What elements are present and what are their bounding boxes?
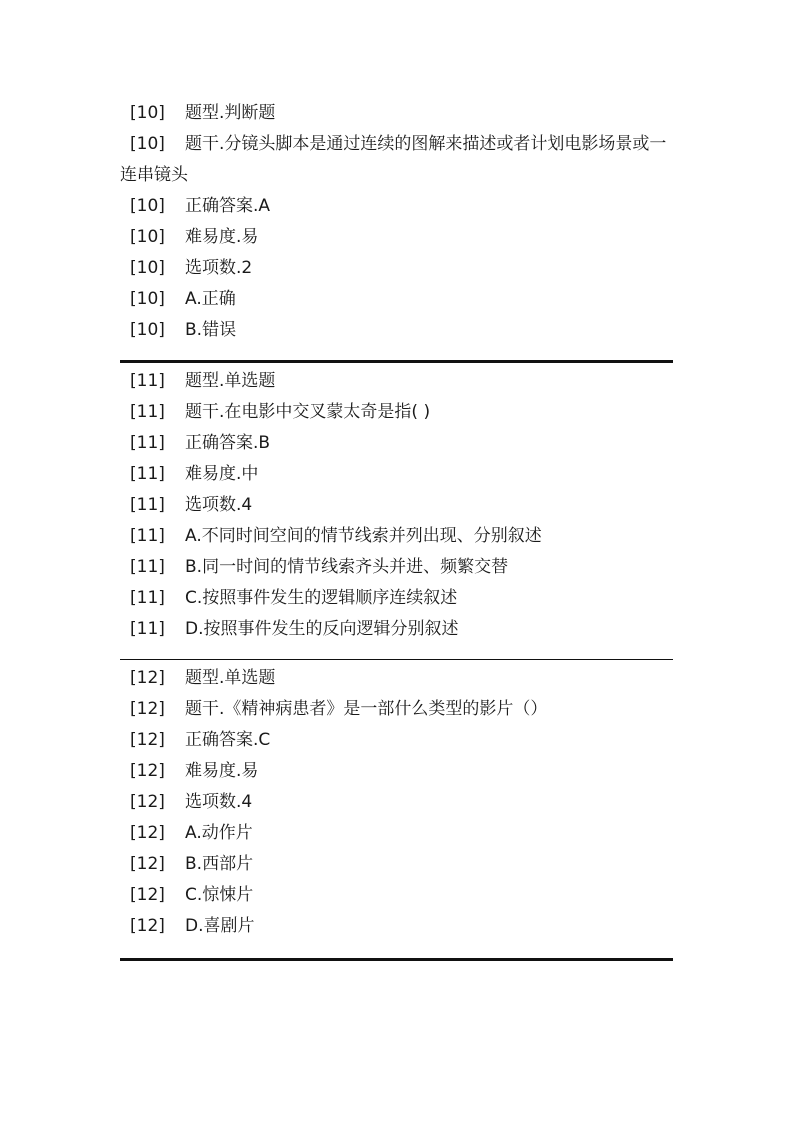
- option-line: [120, 911, 680, 942]
- question-stem: 题干.《精神病患者》是一部什么类型的影片（）: [185, 699, 548, 719]
- question-stem-line: [120, 397, 680, 428]
- option-b: B.西部片: [185, 854, 254, 874]
- correct-answer: 正确答案.A: [185, 196, 271, 216]
- question-number: [10]: [130, 289, 165, 309]
- question-number: [12]: [130, 730, 165, 750]
- difficulty: 难易度.中: [185, 464, 259, 484]
- option-d: D.喜剧片: [185, 916, 255, 936]
- option-c: C.按照事件发生的逻辑顺序连续叙述: [185, 588, 458, 608]
- option-d: D.按照事件发生的反向逻辑分别叙述: [185, 619, 459, 639]
- option-line: [120, 880, 680, 911]
- question-number: [12]: [130, 885, 165, 905]
- option-line: [120, 521, 680, 552]
- question-stem-line: [120, 129, 680, 191]
- question-option-count-line: [120, 787, 680, 818]
- question-option-count-line: [120, 490, 680, 521]
- question-answer-line: [120, 725, 680, 756]
- question-number: [11]: [130, 619, 165, 639]
- question-number: [11]: [130, 557, 165, 577]
- question-number: [12]: [130, 854, 165, 874]
- correct-answer: 正确答案.C: [185, 730, 271, 750]
- option-count: 选项数.4: [185, 495, 253, 515]
- option-b: B.同一时间的情节线索齐头并进、频繁交替: [185, 557, 509, 577]
- question-type-line: [120, 98, 680, 129]
- question-number: [12]: [130, 668, 165, 688]
- section-divider: [120, 360, 673, 363]
- question-number: [11]: [130, 526, 165, 546]
- option-c: C.惊悚片: [185, 885, 254, 905]
- question-number: [10]: [130, 320, 165, 340]
- question-number: [11]: [130, 464, 165, 484]
- option-a: A.不同时间空间的情节线索并列出现、分别叙述: [185, 526, 542, 546]
- question-difficulty-line: [120, 756, 680, 787]
- question-12: [120, 663, 680, 942]
- correct-answer: 正确答案.B: [185, 433, 271, 453]
- difficulty: 难易度.易: [185, 761, 259, 781]
- question-number: [11]: [130, 402, 165, 422]
- question-10: [120, 98, 680, 346]
- question-number: [12]: [130, 823, 165, 843]
- question-difficulty-line: [120, 459, 680, 490]
- question-number: [12]: [130, 916, 165, 936]
- option-line: [120, 552, 680, 583]
- question-number: [10]: [130, 103, 165, 123]
- option-a: A.动作片: [185, 823, 253, 843]
- option-count: 选项数.2: [185, 258, 253, 278]
- option-line: [120, 849, 680, 880]
- question-option-count-line: [120, 253, 680, 284]
- question-number: [11]: [130, 433, 165, 453]
- question-stem: 题干.在电影中交叉蒙太奇是指( ): [185, 402, 431, 422]
- question-11: [120, 366, 680, 645]
- question-number: [10]: [130, 227, 165, 247]
- question-stem-line: [120, 694, 680, 725]
- exam-document: [120, 98, 680, 961]
- question-number: [10]: [130, 196, 165, 216]
- option-line: [120, 614, 680, 645]
- difficulty: 难易度.易: [185, 227, 259, 247]
- option-line: [120, 583, 680, 614]
- question-number: [11]: [130, 495, 165, 515]
- question-type: 题型.判断题: [185, 103, 276, 123]
- section-divider: [120, 659, 673, 660]
- option-count: 选项数.4: [185, 792, 253, 812]
- question-type: 题型.单选题: [185, 668, 276, 688]
- question-answer-line: [120, 191, 680, 222]
- option-line: [120, 818, 680, 849]
- question-type: 题型.单选题: [185, 371, 276, 391]
- question-stem: 题干.分镜头脚本是通过连续的图解来描述或者计划电影场景或一连串镜头: [120, 134, 667, 185]
- question-number: [11]: [130, 588, 165, 608]
- question-answer-line: [120, 428, 680, 459]
- question-number: [10]: [130, 134, 165, 154]
- section-divider: [120, 958, 673, 961]
- question-number: [12]: [130, 761, 165, 781]
- option-a: A.正确: [185, 289, 236, 309]
- question-type-line: [120, 366, 680, 397]
- question-type-line: [120, 663, 680, 694]
- question-difficulty-line: [120, 222, 680, 253]
- question-number: [12]: [130, 699, 165, 719]
- option-line: [120, 284, 680, 315]
- question-number: [10]: [130, 258, 165, 278]
- question-number: [12]: [130, 792, 165, 812]
- option-b: B.错误: [185, 320, 237, 340]
- question-number: [11]: [130, 371, 165, 391]
- option-line: [120, 315, 680, 346]
